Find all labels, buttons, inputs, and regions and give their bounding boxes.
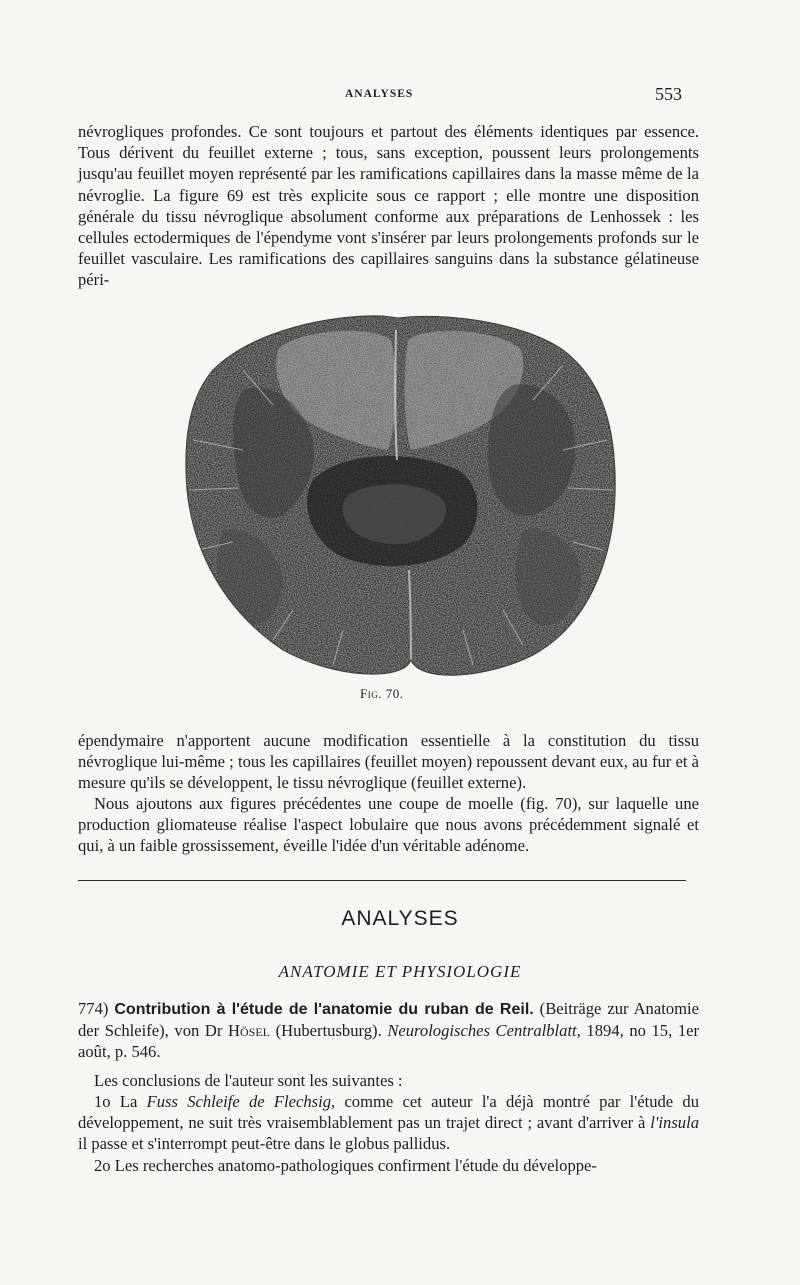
- conclusions-intro-text: Les conclusions de l'auteur sont les suivantes :: [94, 1071, 403, 1090]
- conclusion-1-text: comme cet auteur l'a déjà montré par l'étude du développement, ne suit très vraisemblablement pas un trajet direct ; avant d'arriver à: [78, 1092, 699, 1133]
- conclusion-2: [78, 1155, 699, 1176]
- figure-caption: [360, 686, 403, 702]
- conclusion-1-insula: l'insula: [650, 1113, 699, 1133]
- conclusion-1-text-end: il passe et s'interrompt peut-être dans le globus pallidus.: [78, 1134, 451, 1154]
- subsection-title: ANATOMIE ET PHYSIOLOGIE: [278, 962, 522, 981]
- conclusion-2-text: Les recherches anatomo-pathologiques confirment l'étude du développe-: [114, 1156, 597, 1175]
- paragraph-fig-70: [78, 793, 699, 857]
- running-head: ANALYSES: [345, 88, 414, 100]
- spinal-cord-section-figure: [183, 310, 617, 688]
- entry-affiliation: (Hubertusburg).: [275, 1021, 382, 1041]
- section-title: ANALYSES: [341, 907, 459, 930]
- spinal-cord-illustration: [183, 310, 617, 688]
- conclusion-1-lead: La: [119, 1092, 138, 1111]
- paragraph-continued: névrogliques profondes. Ce sont toujours et partout des éléments identiques par essence. Tous dérivent du feuillet externe ; tous, sans exception, poussent leurs prolongements jusqu'au feuillet moyen représenté par les ramifications capillaires dans la masse même de la névroglie. La figure 69 est très explicite sous ce rapport ; elle montre une disposition générale du tissu névroglique absolument conforme aux préparations de Lenhossek : les cellules ectodermiques de l'épendyme vont s'insérer par leurs prolongements profonds sur le feuillet vasculaire. Les ramifications des capillaires sanguins dans la substance gélatineuse péri-: [78, 122, 699, 290]
- entry-author-prefix: Dr: [204, 1021, 223, 1041]
- entry-citation: 1894, no 15, 1er août, p. 546.: [78, 1021, 700, 1062]
- page-number: 553: [655, 84, 682, 104]
- entry-original-title: (Beiträge zur Anatomie der Schleife), von: [78, 999, 699, 1041]
- conclusion-2-number: 2o: [94, 1156, 111, 1175]
- entry-journal: Neurologisches Centralblatt,: [387, 1021, 581, 1041]
- entry-title: Contribution à l'étude de l'anatomie du ruban de Reil.: [114, 1001, 534, 1018]
- conclusion-1-term: Fuss Schleife de Flechsig,: [146, 1092, 336, 1111]
- conclusions-intro: [78, 1070, 699, 1091]
- analysis-entry: [78, 998, 699, 1063]
- entry-author: Hösel: [228, 1021, 270, 1041]
- caption-number: 70.: [385, 686, 404, 701]
- section-divider: [78, 880, 686, 881]
- paragraph-fig-70-text: Nous ajoutons aux figures précédentes une coupe de moelle (fig. 70), sur laquelle une production gliomateuse réalise l'aspect lobulaire que nous avons précédemment signalé et qui, à un faible grossissement, éveille l'idée d'un véritable adénome.: [78, 794, 699, 856]
- conclusion-1: [78, 1091, 699, 1155]
- conclusion-1-number: 1o: [94, 1092, 111, 1111]
- paragraph-ependymaire: épendymaire n'apportent aucune modification essentielle à la constitution du tissu névroglique lui-même ; tous les capillaires (feuillet moyen) repoussent devant eux, au fur et à mesure qu'ils se développent, le tissu névroglique (feuillet externe).: [78, 731, 699, 793]
- entry-number: 774): [78, 999, 109, 1018]
- caption-label: Fig.: [360, 686, 382, 701]
